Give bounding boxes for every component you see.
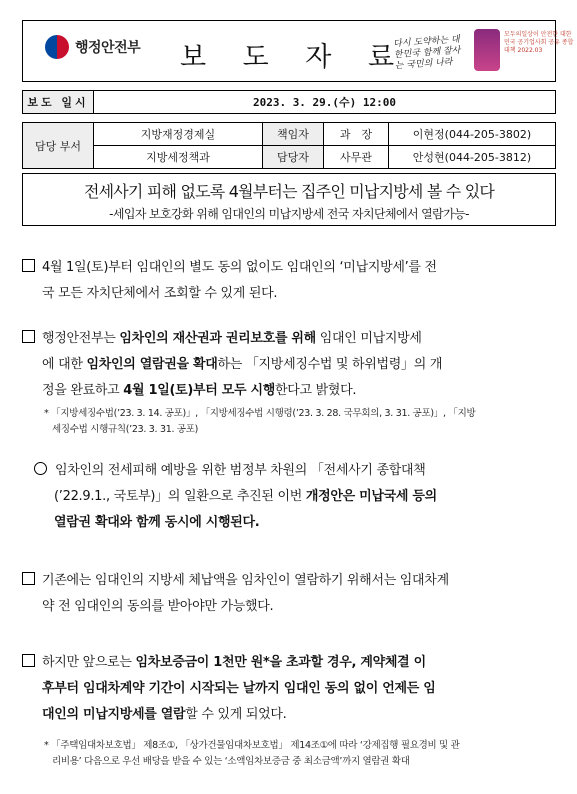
checkbox-bullet-icon bbox=[22, 259, 35, 272]
footnote-1: * 「지방세징수법(’23. 3. 14. 공포)」, 「지방세징수법 시행령(’23. 3. 28. 국무회의, 3. 31. 공포)」, 「지방 세징수법 시행규칙(’23. 3. 31. 공포) bbox=[44, 408, 476, 435]
press-release-header bbox=[22, 20, 574, 82]
date-value: 2023. 3. 29.(수) 12:00 bbox=[94, 91, 556, 114]
date-label: 보도 일시 bbox=[23, 91, 94, 114]
dept-1: 지방재정경제실 bbox=[94, 123, 263, 146]
title-2: 사무관 bbox=[324, 146, 389, 169]
paragraph-2: 행정안전부는 임차인의 재산권과 권리보호를 위해 임대인 미납지방세 에 대한 임차인의 열람권을 확대하는 「지방세징수법 및 하위법령」의 개 정을 완료하고 4월 1일(토)부터 모두 시행한다고 밝혔다. bbox=[22, 326, 560, 404]
person-2: 안성현(044-205-3812) bbox=[389, 146, 556, 169]
ministry-name: 행정안전부 bbox=[75, 40, 141, 56]
paragraph-1: 4월 1일(토)부터 임대인의 별도 동의 없이도 임대인의 ‘미납지방세’를 전 국 모든 자치단체에서 조회할 수 있게 된다. bbox=[22, 255, 560, 307]
role-2: 담당자 bbox=[263, 146, 324, 169]
document-title: 보 도 자 료 bbox=[179, 42, 409, 73]
headline-box bbox=[22, 173, 556, 226]
paragraph-4: 기존에는 임대인의 지방세 체납액을 임차인이 열람하기 위해서는 임대차계 약 전 임대인의 동의를 받아야만 가능했다. bbox=[22, 568, 560, 620]
footnote-2: * 「주택임대차보호법」 제8조①, 「상가건물임대차보호법」 제14조①에 따라 ‘강제집행 필요경비 및 관 리비용’ 다음으로 우선 배당을 받을 수 있는 ‘소액임차보증금 중 최소금액’까지 열람권 확대 bbox=[44, 740, 460, 767]
paragraph-3: 임차인의 전세피해 예방을 위한 범정부 차원의 「전세사기 종합대책 (’22.9.1., 국토부)」의 일환으로 추진된 이번 개정안은 미납국세 등의 열람권 확대와 함께 동시에 시행된다. bbox=[34, 458, 560, 536]
title-1: 과 장 bbox=[324, 123, 389, 146]
person-1: 이현정(044-205-3802) bbox=[389, 123, 556, 146]
contact-table bbox=[22, 122, 556, 169]
headline-sub: -세입자 보호강화 위해 임대인의 미납지방세 전국 자치단체에서 열람가능- bbox=[109, 207, 469, 221]
role-1: 책임자 bbox=[263, 123, 324, 146]
campaign-badge-text: 모두의일상이 안전한 대한민국 공기업사회 공유 종합대책 2022.03 bbox=[504, 31, 574, 54]
checkbox-bullet-icon bbox=[22, 330, 35, 343]
checkbox-bullet-icon bbox=[22, 654, 35, 667]
checkbox-bullet-icon bbox=[22, 572, 35, 585]
campaign-badge-icon bbox=[474, 29, 500, 71]
paragraph-5: 하지만 앞으로는 임차보증금이 1천만 원*을 초과할 경우, 계약체결 이 후부터 임대차계약 기간이 시작되는 날까지 임대인 동의 없이 언제든 임 대인의 미납지방세를 열람할 수 있게 되었다. bbox=[22, 650, 560, 728]
headline-main: 전세사기 피해 없도록 4월부터는 집주인 미납지방세 볼 수 있다 bbox=[83, 182, 495, 201]
circle-bullet-icon bbox=[34, 462, 47, 475]
dept-label: 담당 부서 bbox=[23, 123, 94, 169]
dept-2: 지방세정책과 bbox=[94, 146, 263, 169]
slogan: 다시 도약하는 대한민국 함께 잘사는 국민의 나라 bbox=[392, 34, 461, 72]
release-date-table bbox=[22, 90, 556, 114]
